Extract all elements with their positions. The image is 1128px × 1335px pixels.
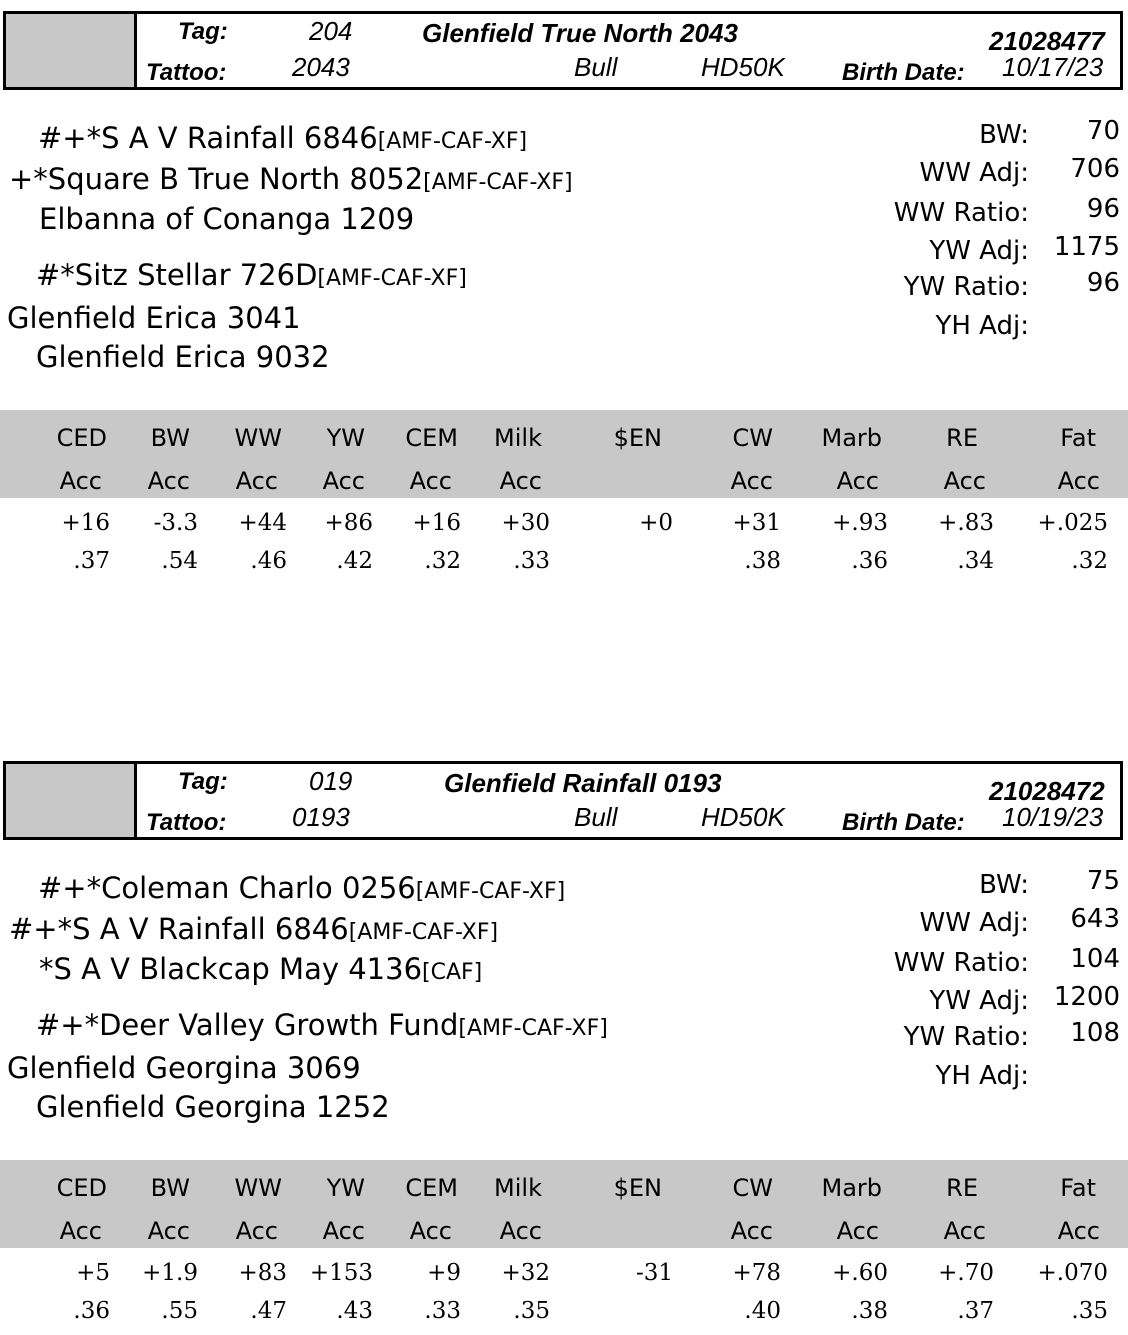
pedigree-name: Glenfield Georgina 3069	[7, 1051, 361, 1085]
epd-header: CW	[732, 1174, 773, 1202]
pedigree-name: Glenfield Erica 9032	[36, 340, 330, 374]
epd-header: Milk	[494, 424, 542, 452]
acc-value: .55	[161, 1298, 198, 1324]
dna-test: HD50K	[701, 52, 785, 82]
pedigree-name: Glenfield Georgina 1252	[36, 1090, 390, 1124]
lot-card	[0, 0, 1128, 580]
stat-label: YW Adj:	[929, 986, 1029, 1016]
pedigree-sire-sire	[38, 121, 528, 155]
epd-value: -3.3	[153, 510, 198, 536]
epd-header: CED	[56, 1174, 107, 1202]
pedigree-name: Elbanna of Conanga 1209	[39, 202, 415, 236]
pedigree-sire-sire	[38, 871, 566, 905]
tattoo-value: 0193	[292, 802, 350, 832]
acc-header: Acc	[1057, 467, 1100, 495]
stat-label: YW Ratio:	[903, 272, 1029, 302]
epd-header: RE	[946, 424, 978, 452]
pedigree-name: Glenfield Erica 3041	[7, 301, 301, 335]
epd-value: +78	[732, 1260, 781, 1286]
epd-value: +31	[732, 510, 781, 536]
registration-number: 21028472	[989, 776, 1105, 806]
acc-header: Acc	[943, 1217, 986, 1245]
epd-value: +83	[238, 1260, 287, 1286]
acc-header: Acc	[836, 1217, 879, 1245]
acc-header: Acc	[59, 1217, 102, 1245]
pedigree-dam-sire	[36, 258, 467, 292]
epd-header: BW	[150, 1174, 190, 1202]
epd-value: +0	[639, 510, 673, 536]
stat-value: 1200	[1053, 982, 1120, 1012]
pedigree-sire-dam	[39, 202, 415, 236]
stat-label: BW:	[979, 120, 1029, 150]
registry-tag: [CAF]	[422, 960, 483, 985]
dna-test: HD50K	[701, 802, 785, 832]
acc-value: .47	[250, 1298, 287, 1324]
acc-header: Acc	[1057, 1217, 1100, 1245]
lot-card	[0, 750, 1128, 1330]
registry-tag: [AMF-CAF-XF]	[377, 129, 528, 154]
stat-label: WW Ratio:	[893, 948, 1029, 978]
pedigree-name: *S A V Blackcap May 4136	[39, 952, 423, 986]
registry-tag: [AMF-CAF-XF]	[423, 170, 573, 195]
epd-value: -31	[635, 1260, 673, 1286]
acc-value: .43	[336, 1298, 373, 1324]
epd-value: +.83	[938, 510, 994, 536]
epd-header: YW	[326, 1174, 365, 1202]
tag-label: Tag:	[178, 18, 228, 45]
acc-header: Acc	[59, 467, 102, 495]
acc-value: .32	[424, 548, 461, 574]
acc-header: Acc	[730, 467, 773, 495]
acc-value: .36	[851, 548, 888, 574]
sex: Bull	[574, 52, 618, 82]
pedigree-name: #+*S A V Rainfall 6846	[38, 121, 378, 155]
acc-value: .36	[73, 1298, 110, 1324]
birth-date-label: Birth Date:	[842, 809, 965, 836]
birth-date: 10/17/23	[1002, 52, 1104, 82]
epd-value: +86	[324, 510, 373, 536]
acc-value: .38	[851, 1298, 888, 1324]
acc-value: .40	[744, 1298, 781, 1324]
acc-value: .37	[73, 548, 110, 574]
acc-header: Acc	[409, 467, 452, 495]
stat-value: 108	[1070, 1018, 1120, 1048]
stat-value: 104	[1070, 944, 1120, 974]
epd-header: CEM	[405, 424, 458, 452]
acc-header: Acc	[499, 467, 542, 495]
acc-value: .35	[513, 1298, 550, 1324]
epd-header: WW	[234, 424, 282, 452]
animal-name: Glenfield True North 2043	[422, 18, 738, 48]
lot-header	[3, 11, 1123, 90]
pedigree-sire	[9, 162, 573, 196]
lot-number-box	[6, 764, 137, 837]
registration-number: 21028477	[989, 26, 1105, 56]
stat-value: 96	[1086, 194, 1120, 224]
acc-header: Acc	[147, 467, 190, 495]
epd-value: +.70	[938, 1260, 994, 1286]
stat-label: WW Ratio:	[893, 198, 1029, 228]
epd-header: CEM	[405, 1174, 458, 1202]
birth-date-label: Birth Date:	[842, 59, 965, 86]
acc-value: .42	[336, 548, 373, 574]
stat-value: 1175	[1053, 232, 1120, 262]
lot-header	[3, 761, 1123, 840]
stat-value: 75	[1086, 866, 1120, 896]
epd-header: WW	[234, 1174, 282, 1202]
epd-value: +32	[501, 1260, 550, 1286]
epd-header: $EN	[613, 1174, 662, 1202]
registry-tag: [AMF-CAF-XF]	[348, 920, 499, 945]
lot-number-box	[6, 14, 137, 87]
stat-label: WW Adj:	[919, 908, 1029, 938]
acc-header: Acc	[409, 1217, 452, 1245]
stat-label: YH Adj:	[935, 311, 1029, 341]
acc-value: .32	[1071, 548, 1108, 574]
epd-header: Fat	[1060, 424, 1096, 452]
registry-tag: [AMF-CAF-XF]	[458, 1016, 608, 1041]
registry-tag: [AMF-CAF-XF]	[415, 879, 566, 904]
pedigree-dam	[7, 301, 301, 335]
epd-header: Milk	[494, 1174, 542, 1202]
pedigree-dam	[7, 1051, 361, 1085]
epd-value: +.60	[832, 1260, 888, 1286]
tattoo-value: 2043	[292, 52, 350, 82]
stat-label: YH Adj:	[935, 1061, 1029, 1091]
stat-label: WW Adj:	[919, 158, 1029, 188]
epd-header: BW	[150, 424, 190, 452]
epd-header: RE	[946, 1174, 978, 1202]
pedigree-name: #+*S A V Rainfall 6846	[9, 912, 349, 946]
pedigree-dam-dam	[36, 340, 330, 374]
acc-header: Acc	[322, 1217, 365, 1245]
pedigree-dam-dam	[36, 1090, 390, 1124]
acc-value: .37	[957, 1298, 994, 1324]
pedigree-sire-dam	[39, 952, 483, 986]
pedigree-name: #*Sitz Stellar 726D	[36, 258, 318, 292]
epd-value: +9	[427, 1260, 461, 1286]
epd-header: Marb	[821, 1174, 882, 1202]
epd-value: +.070	[1037, 1260, 1108, 1286]
acc-header: Acc	[235, 1217, 278, 1245]
tag-value: 204	[309, 16, 353, 46]
acc-value: .33	[513, 548, 550, 574]
acc-value: .54	[161, 548, 198, 574]
epd-header: $EN	[613, 424, 662, 452]
acc-header: Acc	[322, 467, 365, 495]
acc-value: .46	[250, 548, 287, 574]
tag-label: Tag:	[178, 768, 228, 795]
epd-value: +16	[61, 510, 110, 536]
acc-header: Acc	[235, 467, 278, 495]
epd-value: +1.9	[142, 1260, 198, 1286]
epd-value: +.025	[1037, 510, 1108, 536]
tattoo-label: Tattoo:	[146, 59, 227, 86]
acc-header: Acc	[836, 467, 879, 495]
acc-header: Acc	[147, 1217, 190, 1245]
epd-value: +16	[412, 510, 461, 536]
epd-header: YW	[326, 424, 365, 452]
epd-header: Marb	[821, 424, 882, 452]
stat-value: 70	[1086, 116, 1120, 146]
pedigree-name: +*Square B True North 8052	[9, 162, 424, 196]
epd-value: +44	[238, 510, 287, 536]
sex: Bull	[574, 802, 618, 832]
acc-value: .34	[957, 548, 994, 574]
registry-tag: [AMF-CAF-XF]	[317, 266, 467, 291]
stat-label: BW:	[979, 870, 1029, 900]
acc-header: Acc	[730, 1217, 773, 1245]
pedigree-dam-sire	[36, 1008, 608, 1042]
tag-value: 019	[309, 766, 353, 796]
epd-value: +30	[501, 510, 550, 536]
stat-label: YW Adj:	[929, 236, 1029, 266]
acc-value: .33	[424, 1298, 461, 1324]
acc-header: Acc	[943, 467, 986, 495]
stat-label: YW Ratio:	[903, 1022, 1029, 1052]
tattoo-label: Tattoo:	[146, 809, 227, 836]
birth-date: 10/19/23	[1002, 802, 1104, 832]
acc-value: .38	[744, 548, 781, 574]
epd-value: +.93	[832, 510, 888, 536]
pedigree-sire	[9, 912, 499, 946]
stat-value: 706	[1070, 154, 1120, 184]
acc-header: Acc	[499, 1217, 542, 1245]
pedigree-name: #+*Coleman Charlo 0256	[38, 871, 416, 905]
animal-name: Glenfield Rainfall 0193	[444, 768, 722, 798]
stat-value: 96	[1086, 268, 1120, 298]
epd-header: CW	[732, 424, 773, 452]
epd-value: +5	[76, 1260, 110, 1286]
epd-header: CED	[56, 424, 107, 452]
stat-value: 643	[1070, 904, 1120, 934]
pedigree-name: #+*Deer Valley Growth Fund	[36, 1008, 459, 1042]
acc-value: .35	[1071, 1298, 1108, 1324]
epd-value: +153	[309, 1260, 373, 1286]
epd-header: Fat	[1060, 1174, 1096, 1202]
